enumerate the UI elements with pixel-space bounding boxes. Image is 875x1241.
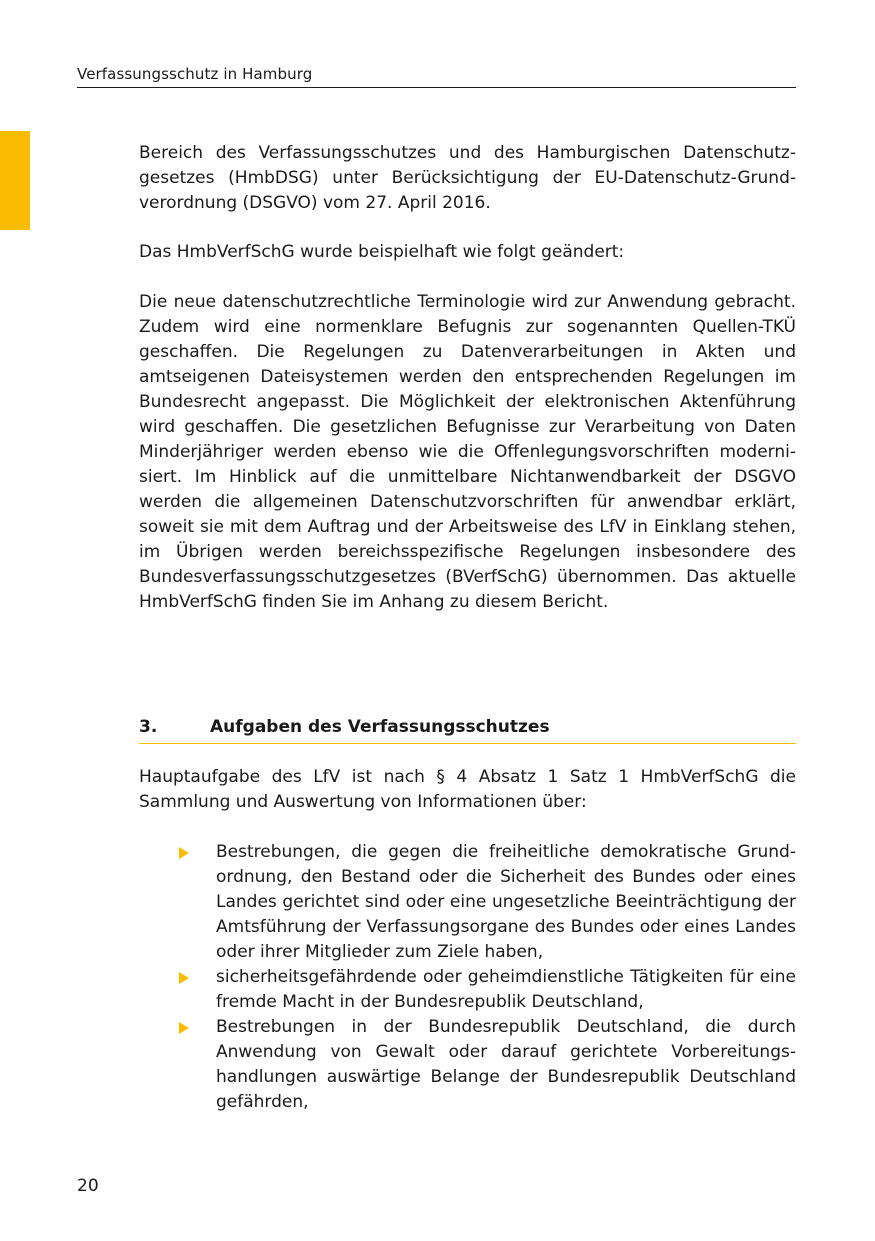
body-paragraph: Die neue datenschutzrechtliche Terminologie wird zur Anwendung gebracht. Zudem wird eine normenklare Befugnis zur sogenannten Quellen-TKÜ geschaffen. Die Regelungen zu Datenverarbeitungen in Akten und amtseigenen Dateisystemen werden den entsprechenden Regelungen im Bundesrecht angepasst. Die Möglichkeit der elektronischen Aktenführung wird geschaffen. Die gesetzlichen Befugnisse zur Verarbeitung von Daten Minderjähriger werden ebenso wie die Offenlegungsvorschriften modernisiert. Im Hinblick auf die unmittelbare Nichtanwendbarkeit der DSGVO werden die allgemeinen Datenschutzvorschriften für anwendbar erklärt, soweit sie mit dem Auftrag und der Arbeitsweise des LfV in Einklang stehen, im Übrigen werden bereichsspezifische Regelungen insbesondere des Bundesverfassungsschutzgesetzes (BVerfSchG) übernommen. Das aktuelle HmbVerfSchG finden Sie im Anhang zu diesem Bericht. <box>139 292 796 612</box>
chapter-marker-tab <box>0 131 30 230</box>
list-item-text: sicherheitsgefährdende oder geheimdienstliche Tätigkeiten für eine fremde Macht in der Bundesrepublik Deutschland, <box>216 967 796 1012</box>
body-paragraph: Das HmbVerfSchG wurde beispielhaft wie folgt geändert: <box>139 242 625 262</box>
section-heading <box>139 713 796 744</box>
list-item <box>139 965 796 1015</box>
task-list <box>139 840 796 1115</box>
triangle-bullet-icon <box>179 972 189 984</box>
list-item-text: Bestrebungen, die gegen die freiheitliche demokratische Grundordnung, den Bestand oder die Sicherheit des Bundes oder eines Landes gerichtet sind oder eine ungesetzliche Beeinträchtigung der Amtsführung der Verfassungsorgane des Bundes oder eines Landes oder ihrer Mitglieder zum Ziele haben, <box>216 842 796 962</box>
list-item <box>139 1015 796 1115</box>
page-number: 20 <box>77 1176 99 1196</box>
running-header: Verfassungsschutz in Hamburg <box>77 64 796 88</box>
list-item <box>139 840 796 965</box>
triangle-bullet-icon <box>179 847 189 859</box>
section-number: 3. <box>139 717 158 737</box>
section-title: Aufgaben des Verfassungsschutzes <box>210 717 550 737</box>
section-intro: Hauptaufgabe des LfV ist nach § 4 Absatz 1 Satz 1 HmbVerfSchG die Sammlung und Auswertung von Informationen über: <box>139 767 796 812</box>
body-paragraph: Bereich des Verfassungsschutzes und des Hamburgischen Datenschutzgesetzes (HmbDSG) unter Berücksichtigung der EU-Datenschutz-Grundverordnung (DSGVO) vom 27. April 2016. <box>139 143 796 213</box>
triangle-bullet-icon <box>179 1022 189 1034</box>
list-item-text: Bestrebungen in der Bundesrepublik Deutschland, die durch Anwendung von Gewalt oder darauf gerichtete Vorbereitungshandlungen auswärtige Belange der Bundesrepublik Deutschland gefährden, <box>216 1017 796 1112</box>
